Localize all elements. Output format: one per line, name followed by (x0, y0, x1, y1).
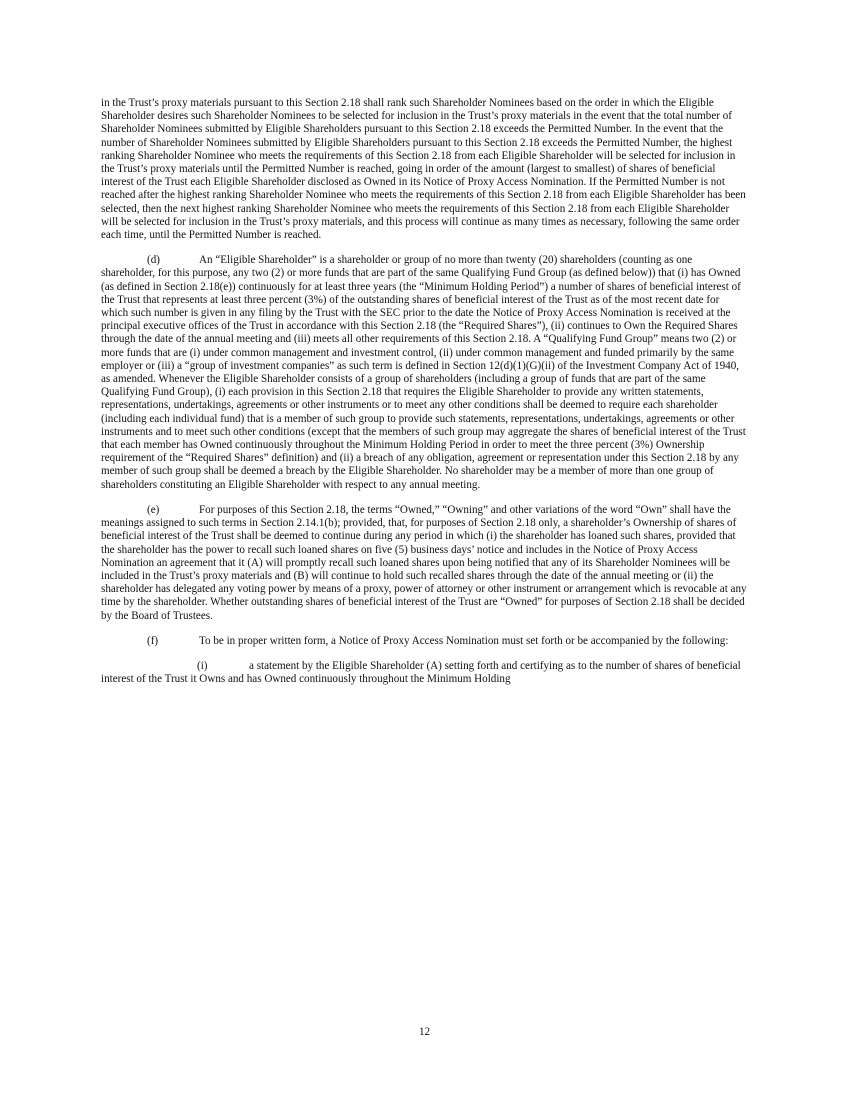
paragraph-f-label: (f) (147, 634, 159, 647)
paragraph-f-i-text: a statement by the Eligible Shareholder (A) setting forth and certifying as to the number of shares of beneficial interest of the Trust it Owns and has Owned continuously throughout the Minimum Holding (101, 659, 741, 686)
paragraph-d (101, 254, 749, 492)
paragraph-f (101, 635, 749, 648)
paragraph-e-text: For purposes of this Section 2.18, the terms “Owned,” “Owning” and other variations of the word “Own” shall have the meanings assigned to such terms in Section 2.14.1(b); provided, that, for purposes of Section 2.18 only, a shareholder’s Ownership of shares of beneficial interest of the Trust shall be deemed to continue during any period in which (i) the shareholder has loaned such shares, provided that the shareholder has the power to recall such loaned shares on five (5) business days’ notice and includes in the Notice of Proxy Access Nomination an agreement that it (A) will promptly recall such loaned shares upon being notified that any of its Shareholder Nominees will be included in the Trust’s proxy materials and (B) will continue to hold such recalled shares through the date of the annual meeting or (ii) the shareholder has delegated any voting power by means of a proxy, power of attorney or other instrument or arrangement which is revocable at any time by the shareholder. Whether outstanding shares of beneficial interest of the Trust are “Owned” for purposes of Section 2.18 shall be decided by the Board of Trustees. (101, 503, 747, 622)
paragraph-f-text: To be in proper written form, a Notice of Proxy Access Nomination must set forth or be accompanied by the following: (199, 634, 729, 647)
paragraph-d-text: An “Eligible Shareholder” is a shareholder or group of no more than twenty (20) shareholders (counting as one shareholder, for this purpose, any two (2) or more funds that are part of the same Qualifying Fund Group (as defined below)) that (i) has Owned (as defined in Section 2.18(e)) continuously for at least three years (the “Minimum Holding Period”) a number of shares of beneficial interest of the Trust that represents at least three percent (3%) of the outstanding shares of beneficial interest of the Trust as of the most recent date for which such number is given in any filing by the Trust with the SEC prior to the date the Notice of Proxy Access Nomination is received at the principal executive offices of the Trust in accordance with this Section 2.18 (the “Required Shares”), (ii) continues to Own the Required Shares through the date of the annual meeting and (iii) meets all other requirements of this Section 2.18. A “Qualifying Fund Group” means two (2) or more funds that are (i) under common management and investment control, (ii) under common management and funded primarily by the same employer or (iii) a “group of investment companies” as such term is defined in Section 12(d)(1)(G)(ii) of the Investment Company Act of 1940, as amended. Whenever the Eligible Shareholder consists of a group of shareholders (including a group of funds that are part of the same Qualifying Fund Group), (i) each provision in this Section 2.18 that requires the Eligible Shareholder to provide any written statements, representations, undertakings, agreements or other instruments or to meet any other conditions shall be deemed to require each shareholder (including each individual fund) that is a member of such group to provide such statements, representations, undertakings, agreements or other instruments and to meet such other conditions (except that the members of such group may aggregate the shares of beneficial interest of the Trust that each member has Owned continuously throughout the Minimum Holding Period in order to meet the three percent (3%) Ownership requirement of the “Required Shares” definition) and (ii) a breach of any obligation, agreement or representation under this Section 2.18 by any member of such group shall be deemed a breach by the Eligible Shareholder. No shareholder may be a member of more than one group of shareholders constituting an Eligible Shareholder with respect to any annual meeting. (101, 254, 746, 491)
document-body (101, 97, 749, 698)
page-number: 12 (418, 1026, 431, 1038)
paragraph-d-label: (d) (147, 254, 160, 267)
paragraph-e-label: (e) (147, 503, 160, 516)
paragraph-continuation: in the Trust’s proxy materials pursuant to this Section 2.18 shall rank such Shareholder Nominees based on the order in which the Eligible Shareholder desires such Shareholder Nominees to be selected for inclusion in the Trust’s proxy materials in the event that the total number of Shareholder Nominees submitted by Eligible Shareholders pursuant to this Section 2.18 exceeds the Permitted Number. In the event that the number of Shareholder Nominees submitted by Eligible Shareholders pursuant to this Section 2.18 exceeds the Permitted Number, the highest ranking Shareholder Nominee who meets the requirements of this Section 2.18 from each Eligible Shareholder will be selected for inclusion in the Trust’s proxy materials until the Permitted Number is reached, going in order of the amount (largest to smallest) of shares of beneficial interest of the Trust each Eligible Shareholder disclosed as Owned in its Notice of Proxy Access Nomination. If the Permitted Number is not reached after the highest ranking Shareholder Nominee who meets the requirements of this Section 2.18 from each Eligible Shareholder has been selected, then the next highest ranking Shareholder Nominee who meets the requirements of this Section 2.18 from each Eligible Shareholder will be selected for inclusion in the Trust’s proxy materials, and this process will continue as many times as necessary, following the same order each time, until the Permitted Number is reached. (101, 97, 746, 242)
paragraph-e (101, 504, 749, 623)
paragraph-f-i (101, 660, 749, 686)
paragraph-f-i-label: (i) (197, 659, 208, 672)
